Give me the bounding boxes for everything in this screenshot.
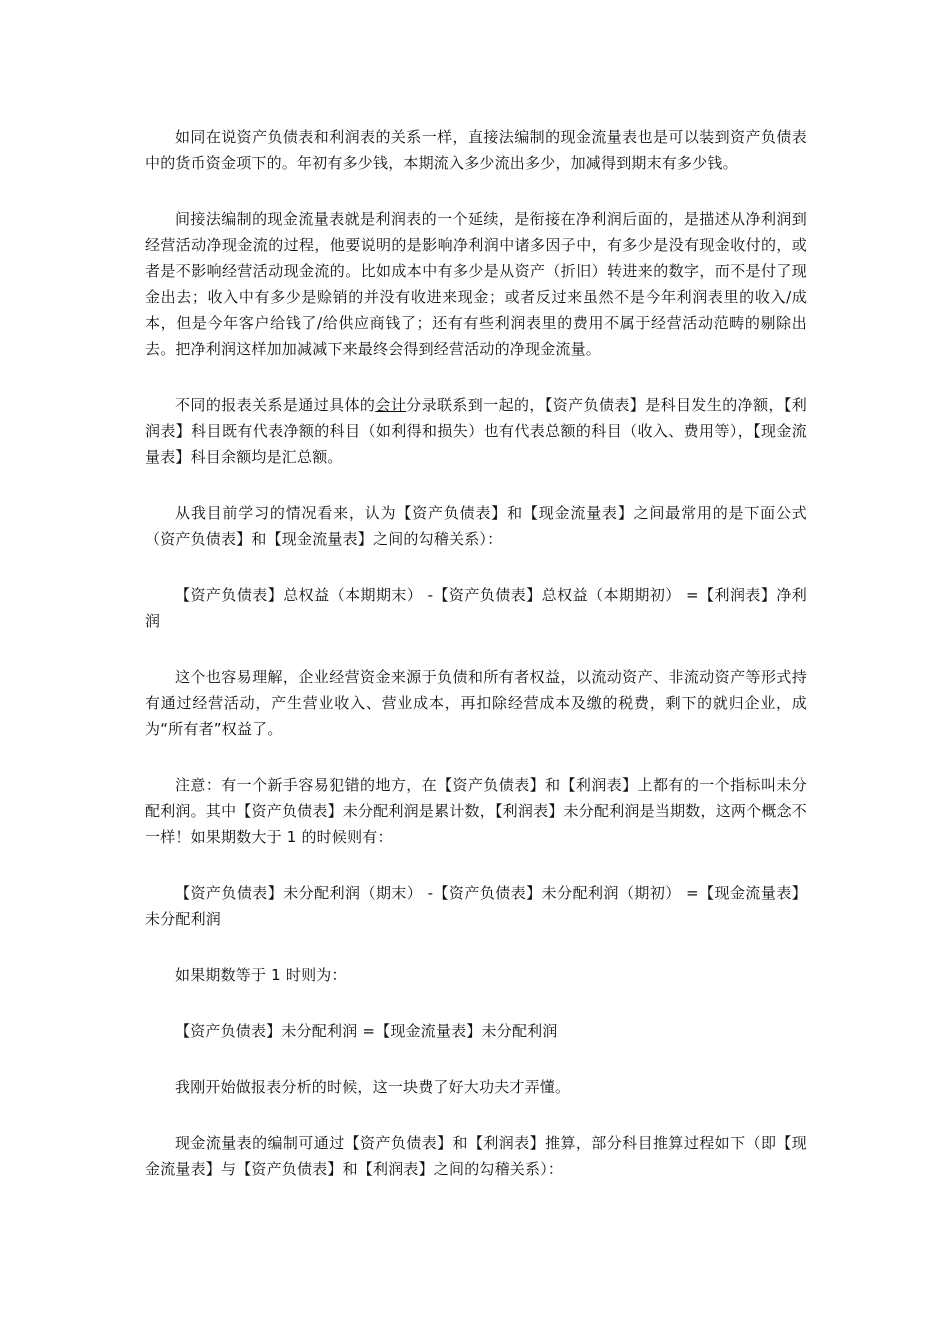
paragraph-personal-remark: 我刚开始做报表分析的时候，这一块费了好大功夫才弄懂。 <box>175 1078 571 1096</box>
paragraph-indirect-method: 间接法编制的现金流量表就是利润表的一个延续，是衔接在净利润后面的，是描述从净利润到经营活动净现金流的过程，他要说明的是影响净利润中诸多因子中，有多少是没有现金收付的，或者是不影响经营活动现金流的。比如成本中有多少是从资产（折旧）转进来的数字，而不是付了现金出去；收入中有多少是赊销的并没有收进来现金；或者反过来虽然不是今年利润表里的收入/成本，但是今年客户给钱了/给供应商钱了；还有有些利润表里的费用不属于经营活动范畴的剔除出去。把净利润这样加加减减下来最终会得到经营活动的净现金流量。 <box>145 210 807 358</box>
formula-undistributed-profit-single-period: 【资产负债表】未分配利润 =【现金流量表】未分配利润 <box>175 1022 558 1040</box>
paragraph-derivation-intro: 现金流量表的编制可通过【资产负债表】和【利润表】推算，部分科目推算过程如下（即【现金流量表】与【资产负债表】和【利润表】之间的勾稽关系）： <box>145 1134 807 1178</box>
accounting-link[interactable]: 会计 <box>375 396 407 414</box>
paragraph-note: 注意：有一个新手容易犯错的地方，在【资产负债表】和【利润表】上都有的一个指标叫未分配利润。其中【资产负债表】未分配利润是累计数，【利润表】未分配利润是当期数，这两个概念不一样！如果期数大于 1 的时候则有： <box>145 776 807 846</box>
paragraph-text-after-link: 分录联系到一起的，【资产负债表】是科目发生的净额，【利润表】科目既有代表净额的科目（如利得和损失）也有代表总额的科目（收入、费用等），【现金流量表】科目余额均是汇总额。 <box>145 396 807 466</box>
paragraph-statement-relations <box>145 392 807 470</box>
formula-total-equity: 【资产负债表】总权益（本期期末） -【资产负债表】总权益（本期期初） =【利润表】净利润 <box>145 586 807 630</box>
paragraph-single-period-intro: 如果期数等于 1 时则为： <box>175 966 347 984</box>
paragraph-common-formula-intro: 从我目前学习的情况看来，认为【资产负债表】和【现金流量表】之间最常用的是下面公式（资产负债表】和【现金流量表】之间的勾稽关系）： <box>145 504 807 548</box>
formula-undistributed-profit-multi-period: 【资产负债表】未分配利润（期末） -【资产负债表】未分配利润（期初） =【现金流量表】未分配利润 <box>145 884 807 928</box>
paragraph-text-before-link: 不同的报表关系是通过具体的 <box>175 396 376 414</box>
document-body <box>145 124 807 1212</box>
paragraph-explanation: 这个也容易理解，企业经营资金来源于负债和所有者权益，以流动资产、非流动资产等形式持有通过经营活动，产生营业收入、营业成本，再扣除经营成本及缴的税费，剩下的就归企业，成为“所有者”权益了。 <box>145 668 807 738</box>
paragraph-direct-method: 如同在说资产负债表和利润表的关系一样，直接法编制的现金流量表也是可以装到资产负债表中的货币资金项下的。年初有多少钱，本期流入多少流出多少，加减得到期末有多少钱。 <box>145 128 807 172</box>
